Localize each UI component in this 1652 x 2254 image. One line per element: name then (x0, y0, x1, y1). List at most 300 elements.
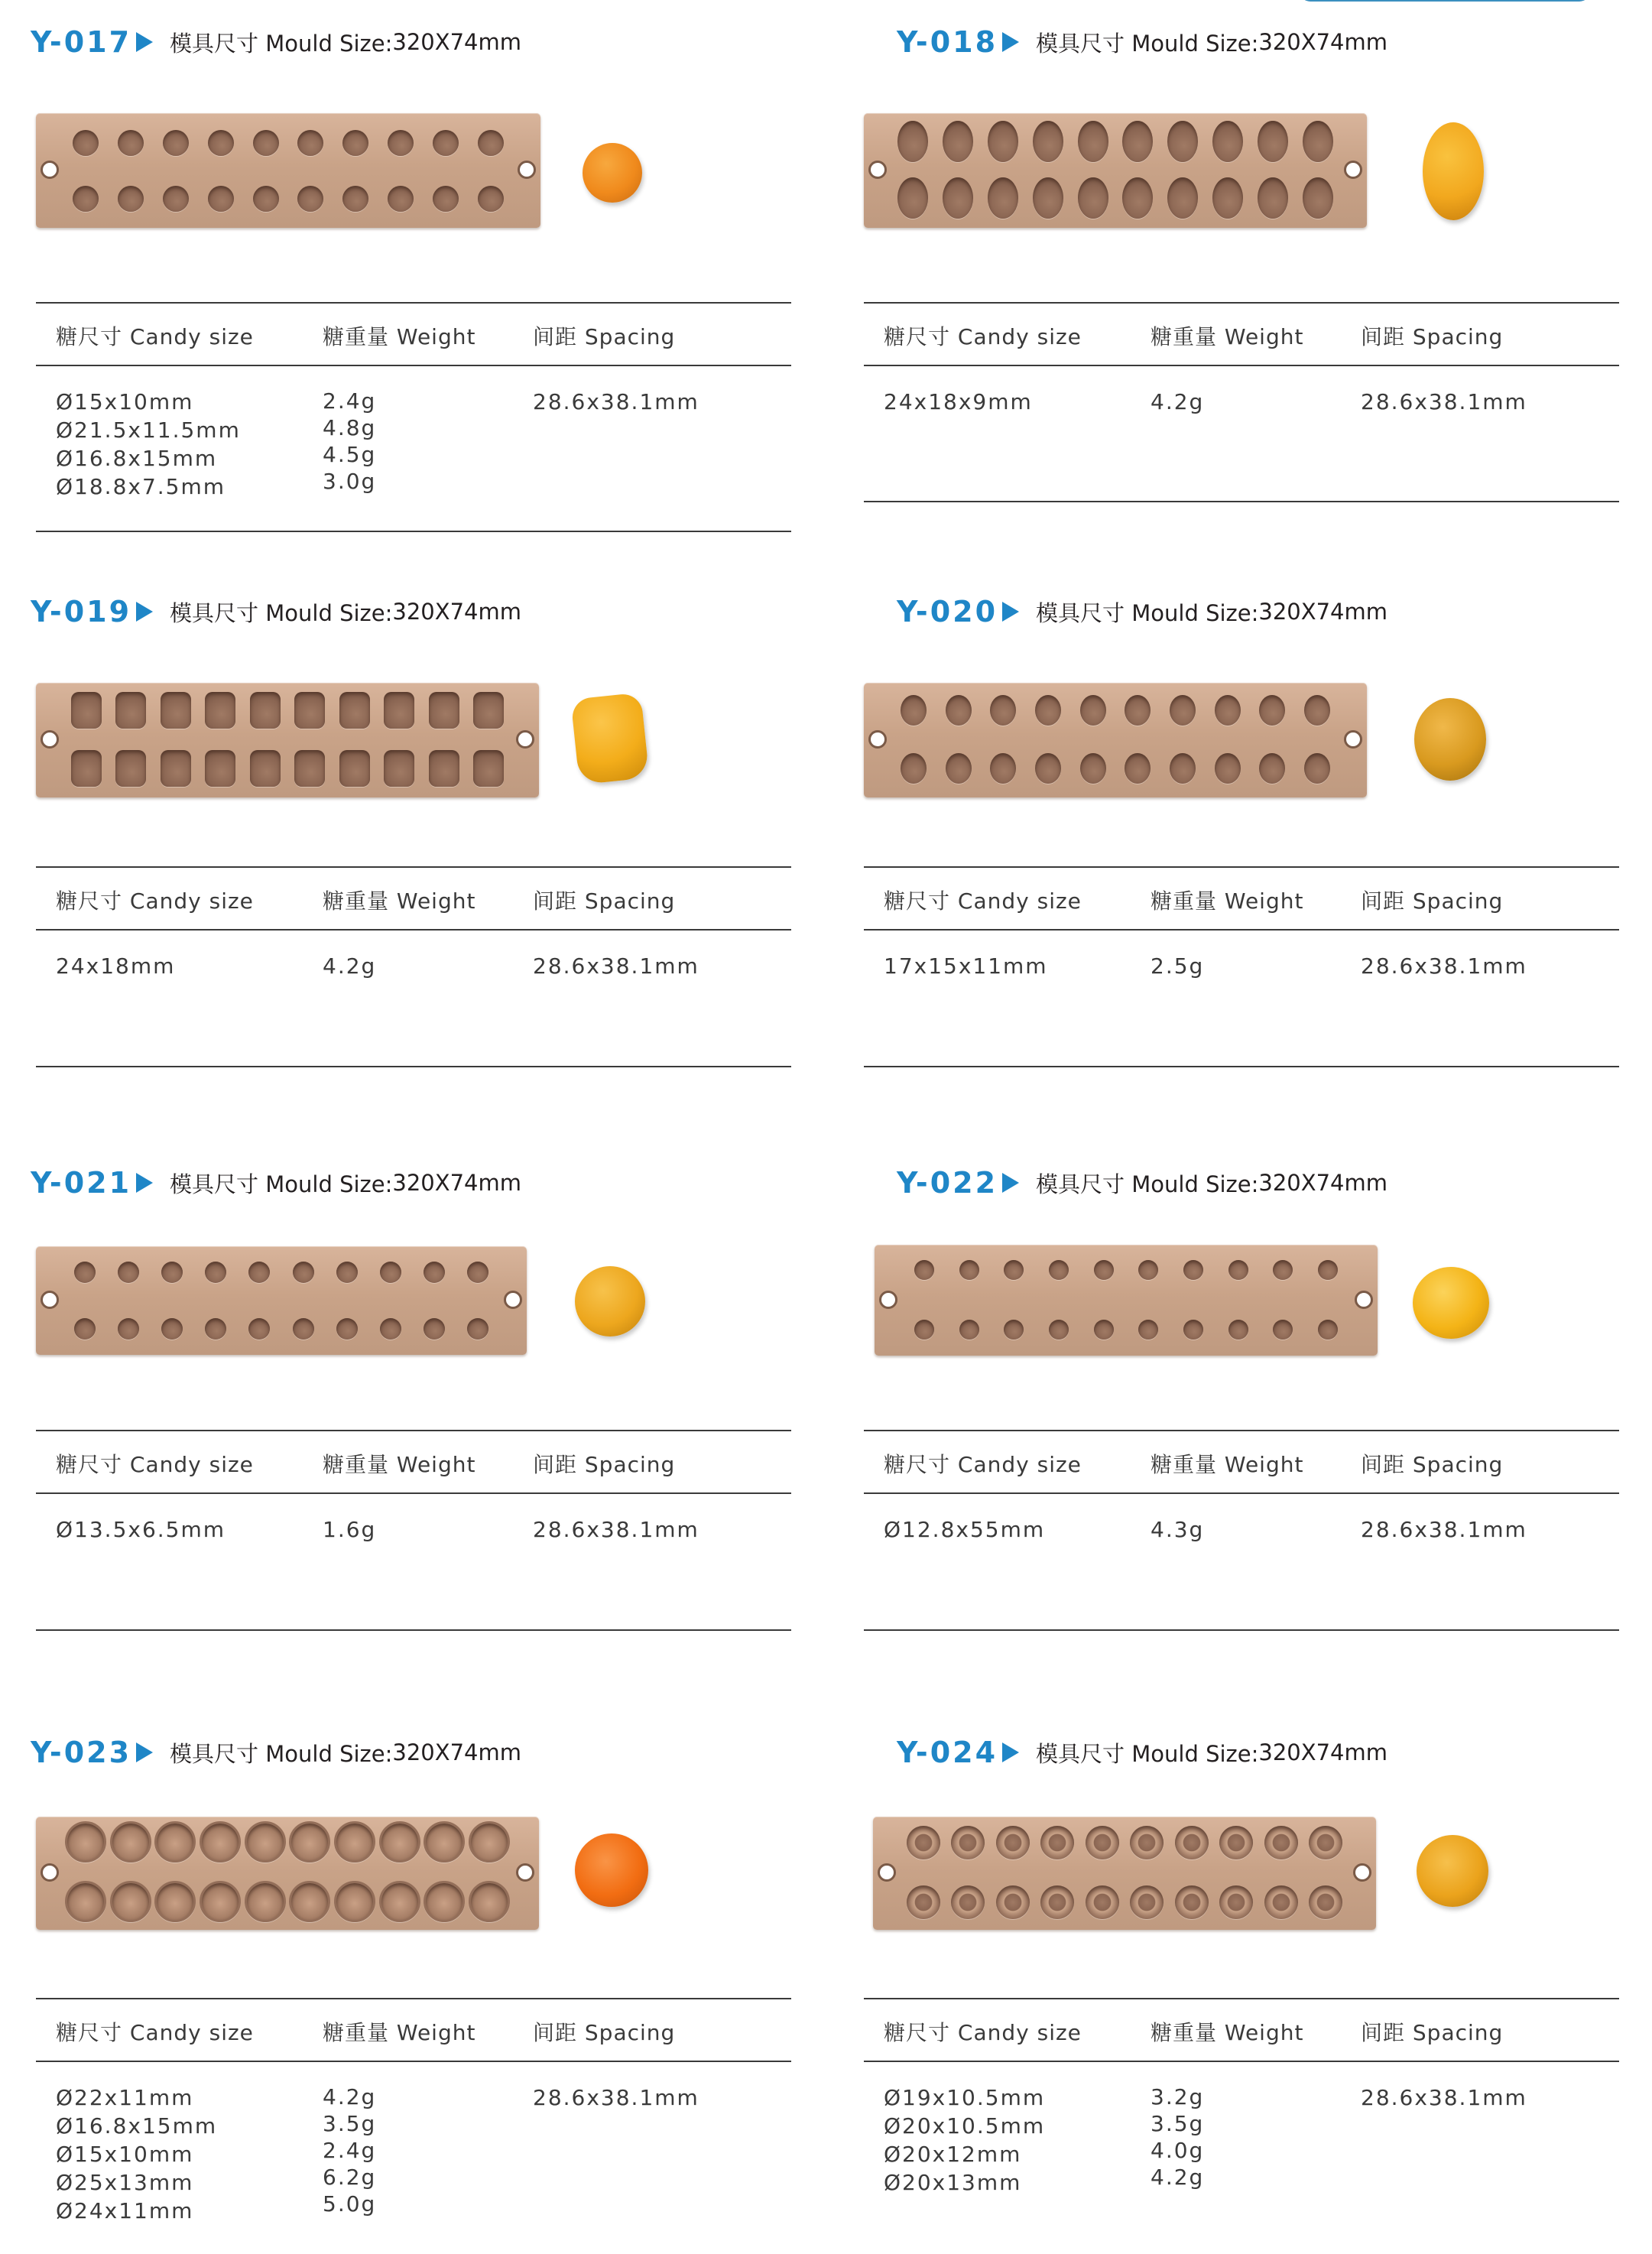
cavity (1167, 121, 1198, 162)
cavity (205, 692, 235, 729)
weight-value: 3.2g (1151, 2084, 1205, 2109)
cavity-row (907, 1885, 1342, 1919)
mount-hole-icon (516, 730, 534, 749)
cavity (1303, 121, 1333, 162)
cavity (1304, 753, 1330, 784)
mount-hole-icon (868, 730, 887, 749)
spec-table (36, 866, 791, 1067)
cavity (293, 1318, 314, 1340)
mould-section-y023 (0, 1705, 757, 2240)
spacing-value: 28.6x38.1mm (533, 2085, 699, 2110)
candy-size-header: 糖尺寸 Candy size (884, 324, 1082, 349)
candy-size-value: Ø20x12mm (884, 2142, 1022, 2167)
cavity-row (914, 1260, 1338, 1280)
candy-size-value: Ø20x10.5mm (884, 2113, 1046, 2139)
cavity (1130, 1826, 1164, 1859)
cavity (342, 186, 368, 212)
cavity-row (901, 695, 1330, 726)
cavity (118, 130, 144, 156)
cavity (1219, 1885, 1253, 1919)
cavity (118, 1318, 139, 1340)
candy-size-value: Ø19x10.5mm (884, 2085, 1046, 2110)
weight-header: 糖重量 Weight (1151, 324, 1304, 349)
spec-table-header (36, 1999, 791, 2062)
cavity (1273, 1320, 1293, 1340)
cavity (988, 121, 1018, 162)
mount-hole-icon (504, 1291, 522, 1309)
candy-size-value: Ø21.5x11.5mm (56, 417, 241, 443)
mould-size-prefix: 模具尺寸 Mould Size: (1036, 1740, 1259, 1767)
cavity (1264, 1885, 1298, 1919)
mould-size-value: 320X74mm (1258, 29, 1388, 55)
spec-table (36, 1998, 791, 2253)
cavity (1125, 753, 1151, 784)
cavity (424, 1821, 465, 1863)
cavity (161, 1318, 183, 1340)
cavity (205, 1262, 226, 1283)
spacing-header: 间距 Spacing (1361, 888, 1504, 914)
weight-value: 2.5g (1151, 953, 1205, 979)
candy-sample-image (575, 1266, 645, 1336)
mould-code: Y-022 (897, 1166, 998, 1200)
mould-section-y017 (0, 0, 757, 535)
cavity (1258, 121, 1288, 162)
spec-table-header (864, 1431, 1619, 1494)
cavity (118, 186, 144, 212)
weight-value: 6.2g (323, 2165, 377, 2190)
cavity-row (71, 692, 504, 729)
mould-code: Y-024 (897, 1736, 998, 1769)
candy-size-header: 糖尺寸 Candy size (56, 888, 254, 914)
mount-hole-icon (1344, 730, 1362, 749)
cavity (379, 1881, 420, 1922)
mould-size-value: 320X74mm (1258, 1170, 1388, 1196)
cavity (1215, 695, 1241, 726)
candy-size-value: Ø12.8x55mm (884, 1517, 1046, 1542)
cavity (161, 692, 191, 729)
cavity (1049, 1320, 1069, 1340)
candy-size-value: Ø18.8x7.5mm (56, 474, 226, 499)
play-arrow-icon (136, 1742, 153, 1762)
weight-value: 4.8g (323, 415, 377, 440)
play-arrow-icon (136, 602, 153, 622)
spec-table-body (864, 931, 1619, 1066)
cavity (1033, 121, 1063, 162)
cavity (1138, 1260, 1158, 1280)
weight-header: 糖重量 Weight (323, 324, 476, 349)
cavity (110, 1821, 151, 1863)
weight-header: 糖重量 Weight (323, 888, 476, 914)
candy-size-values (884, 1515, 1045, 1544)
mould-section-y021 (0, 1141, 757, 1676)
cavity (996, 1885, 1030, 1919)
spacing-header: 间距 Spacing (1361, 1452, 1504, 1477)
cavity (208, 186, 234, 212)
cavity (154, 1821, 196, 1863)
spacing-header: 间距 Spacing (533, 1452, 676, 1477)
cavity (1033, 177, 1063, 219)
cavity (163, 186, 189, 212)
cavity (1078, 177, 1108, 219)
candy-size-header: 糖尺寸 Candy size (884, 2020, 1082, 2045)
spec-table-header (36, 304, 791, 366)
mould-title (897, 1729, 1387, 1775)
mould-size-value: 320X74mm (392, 29, 522, 55)
mould-title (31, 1729, 521, 1775)
cavity-row (65, 1821, 510, 1863)
weight-header: 糖重量 Weight (1151, 888, 1304, 914)
cavity (294, 692, 325, 729)
mould-size-prefix: 模具尺寸 Mould Size: (1036, 599, 1259, 626)
cavity (429, 692, 459, 729)
cavity (208, 130, 234, 156)
spec-table (864, 1998, 1619, 2253)
spec-table-body (36, 1494, 791, 1629)
candy-size-header: 糖尺寸 Candy size (884, 888, 1082, 914)
weight-header: 糖重量 Weight (323, 2020, 476, 2045)
spec-table-body (36, 2062, 791, 2253)
weight-header: 糖重量 Weight (1151, 1452, 1304, 1477)
cavity (289, 1881, 330, 1922)
cavity (71, 750, 102, 787)
play-arrow-icon (1002, 1173, 1019, 1193)
cavity (388, 186, 414, 212)
candy-size-value: Ø15x10mm (56, 389, 194, 414)
cavity (959, 1320, 979, 1340)
cavity (1228, 1320, 1248, 1340)
cavity (250, 750, 281, 787)
candy-size-values (56, 388, 241, 501)
cavity (467, 1318, 488, 1340)
spacing-values (1361, 1515, 1527, 1544)
cavity (1086, 1885, 1119, 1919)
weight-header: 糖重量 Weight (1151, 2020, 1304, 2045)
cavity (433, 186, 459, 212)
mould-title (31, 19, 521, 65)
cavity (1080, 753, 1106, 784)
mould-code: Y-023 (31, 1736, 132, 1769)
spacing-values (1361, 388, 1527, 416)
spec-table (36, 1430, 791, 1631)
weight-value: 4.2g (323, 953, 377, 979)
cavity-row (71, 750, 504, 787)
cavity (914, 1260, 934, 1280)
spec-table-header (864, 868, 1619, 931)
candy-size-value: 24x18x9mm (884, 389, 1033, 414)
cavity (74, 1318, 96, 1340)
cavity (907, 1826, 940, 1859)
cavity (388, 130, 414, 156)
candy-size-values (56, 952, 175, 980)
cavity (1086, 1826, 1119, 1859)
mould-section-y019 (0, 570, 757, 1105)
play-arrow-icon (136, 1173, 153, 1193)
candy-size-values (884, 2083, 1045, 2197)
cavity (253, 186, 279, 212)
cavity (990, 753, 1016, 784)
cavity (339, 750, 370, 787)
cavity (429, 750, 459, 787)
mould-size-prefix: 模具尺寸 Mould Size: (170, 599, 393, 626)
cavity (1094, 1320, 1114, 1340)
mount-hole-icon (1355, 1291, 1373, 1309)
mould-code: Y-018 (897, 25, 998, 59)
cavity (115, 750, 146, 787)
cavity (901, 695, 927, 726)
candy-size-value: Ø16.8x15mm (56, 2113, 218, 2139)
mould-size-prefix: 模具尺寸 Mould Size: (1036, 1171, 1259, 1197)
spacing-values (1361, 2083, 1527, 2112)
weight-values (323, 388, 376, 495)
cavity (163, 130, 189, 156)
weight-values (1151, 388, 1204, 416)
cavity (74, 1262, 96, 1283)
candy-size-header: 糖尺寸 Candy size (884, 1452, 1082, 1477)
cavity-row (73, 186, 504, 212)
mount-hole-icon (878, 1863, 896, 1882)
mould-title (31, 589, 521, 635)
cavity (469, 1881, 510, 1922)
weight-value: 1.6g (323, 1517, 377, 1542)
spacing-value: 28.6x38.1mm (533, 1517, 699, 1542)
cavity (1170, 695, 1196, 726)
mould-plate-image (864, 683, 1367, 797)
mould-size-value: 320X74mm (1258, 599, 1388, 625)
spacing-value: 28.6x38.1mm (533, 953, 699, 979)
cavity (1170, 753, 1196, 784)
cavity (1259, 753, 1285, 784)
cavity-row (914, 1320, 1338, 1340)
mould-plate-image (873, 1817, 1376, 1930)
cavity (1318, 1320, 1338, 1340)
cavity (1122, 177, 1153, 219)
cavity (473, 692, 504, 729)
cavity (1219, 1826, 1253, 1859)
candy-size-header: 糖尺寸 Candy size (56, 1452, 254, 1477)
cavity (115, 692, 146, 729)
cavity (1258, 177, 1288, 219)
candy-sample-image (1413, 1267, 1489, 1339)
candy-size-values (56, 2083, 217, 2225)
spacing-values (1361, 952, 1527, 980)
candy-size-values (56, 1515, 226, 1544)
mould-code: Y-021 (31, 1166, 132, 1200)
cavity (200, 1821, 241, 1863)
spacing-value: 28.6x38.1mm (1361, 2085, 1527, 2110)
cavity (71, 692, 102, 729)
candy-size-values (884, 388, 1033, 416)
cavity (424, 1881, 465, 1922)
weight-header: 糖重量 Weight (323, 1452, 476, 1477)
mould-code: Y-020 (897, 595, 998, 628)
spec-table-body (864, 2062, 1619, 2253)
cavity (897, 121, 928, 162)
mould-size-prefix: 模具尺寸 Mould Size: (170, 30, 393, 57)
cavity (248, 1318, 270, 1340)
mount-hole-icon (41, 161, 59, 179)
play-arrow-icon (136, 32, 153, 52)
mould-section-y018 (828, 0, 1585, 535)
cavity (65, 1881, 106, 1922)
cavity (1303, 177, 1333, 219)
cavity (1309, 1826, 1342, 1859)
cavity (205, 1318, 226, 1340)
spacing-values (533, 1515, 699, 1544)
cavity (424, 1262, 445, 1283)
mould-plate-image (36, 113, 540, 228)
cavity (294, 750, 325, 787)
candy-sample-image (1417, 1835, 1488, 1907)
play-arrow-icon (1002, 32, 1019, 52)
cavity (205, 750, 235, 787)
cavity (293, 1262, 314, 1283)
cavity (943, 121, 973, 162)
spec-table-body (36, 366, 791, 531)
mould-title (897, 19, 1387, 65)
mount-hole-icon (518, 161, 536, 179)
spacing-header: 间距 Spacing (1361, 2020, 1504, 2045)
cavity (1167, 177, 1198, 219)
cavity (473, 750, 504, 787)
weight-values (323, 952, 376, 980)
cavity (1138, 1320, 1158, 1340)
mould-code: Y-017 (31, 25, 132, 59)
candy-size-value: Ø20x13mm (884, 2170, 1022, 2195)
cavity (336, 1318, 358, 1340)
cavity (1309, 1885, 1342, 1919)
mount-hole-icon (516, 1863, 534, 1882)
cavity (245, 1821, 286, 1863)
cavity (1125, 695, 1151, 726)
cavity (990, 695, 1016, 726)
cavity (253, 130, 279, 156)
weight-value: 4.5g (323, 442, 377, 467)
candy-size-values (884, 952, 1048, 980)
cavity (943, 177, 973, 219)
cavity (1122, 121, 1153, 162)
mould-code: Y-019 (31, 595, 132, 628)
cavity (250, 692, 281, 729)
cavity (424, 1318, 445, 1340)
mould-section-y024 (828, 1705, 1585, 2240)
cavity (1040, 1885, 1074, 1919)
cavity (73, 186, 99, 212)
cavity (118, 1262, 139, 1283)
weight-value: 5.0g (323, 2191, 377, 2217)
cavity (380, 1318, 401, 1340)
cavity (154, 1881, 196, 1922)
candy-size-value: 17x15x11mm (884, 953, 1048, 979)
mould-size-value: 320X74mm (392, 1170, 522, 1196)
cavity (1212, 121, 1243, 162)
mould-section-y022 (828, 1141, 1585, 1676)
mould-size-prefix: 模具尺寸 Mould Size: (170, 1171, 393, 1197)
weight-value: 2.4g (323, 2138, 377, 2163)
play-arrow-icon (1002, 1742, 1019, 1762)
cavity (161, 750, 191, 787)
spec-table-body (864, 366, 1619, 501)
cavity (161, 1262, 183, 1283)
cavity (946, 753, 972, 784)
candy-size-value: Ø25x13mm (56, 2170, 194, 2195)
cavity-row (74, 1262, 488, 1283)
weight-value: 4.2g (1151, 2165, 1205, 2190)
spacing-values (533, 2083, 699, 2112)
cavity (1035, 753, 1061, 784)
spec-table (36, 302, 791, 532)
weight-value: 4.2g (323, 2084, 377, 2109)
cavity (297, 186, 323, 212)
mould-size-prefix: 模具尺寸 Mould Size: (170, 1740, 393, 1767)
cavity (988, 177, 1018, 219)
spacing-values (533, 952, 699, 980)
spec-table-body (864, 1494, 1619, 1629)
cavity (1078, 121, 1108, 162)
mould-plate-image (875, 1245, 1378, 1356)
candy-sample-image (570, 692, 649, 784)
cavity (73, 130, 99, 156)
cavity (946, 695, 972, 726)
cavity (342, 130, 368, 156)
cavity (1175, 1885, 1209, 1919)
candy-size-value: 24x18mm (56, 953, 176, 979)
spec-table (864, 1430, 1619, 1631)
cavity (248, 1262, 270, 1283)
weight-values (1151, 952, 1204, 980)
mount-hole-icon (1344, 161, 1362, 179)
mount-hole-icon (41, 730, 59, 749)
cavity (1264, 1826, 1298, 1859)
cavity (245, 1881, 286, 1922)
cavity (1183, 1320, 1203, 1340)
weight-values (1151, 1515, 1204, 1544)
weight-values (323, 2083, 376, 2217)
cavity-row (897, 177, 1333, 219)
mould-plate-image (36, 1817, 539, 1930)
play-arrow-icon (1002, 602, 1019, 622)
cavity (1212, 177, 1243, 219)
candy-sample-image (1423, 122, 1484, 220)
weight-value: 3.5g (323, 2111, 377, 2136)
mount-hole-icon (1353, 1863, 1371, 1882)
candy-sample-image (575, 1833, 648, 1907)
mould-size-value: 320X74mm (392, 1739, 522, 1765)
cavity (1175, 1826, 1209, 1859)
cavity (289, 1821, 330, 1863)
mount-hole-icon (879, 1291, 897, 1309)
cavity (379, 1821, 420, 1863)
cavity-row (73, 130, 504, 156)
mould-plate-image (864, 113, 1367, 228)
cavity (1273, 1260, 1293, 1280)
mould-section-y020 (828, 570, 1585, 1105)
spec-table (864, 302, 1619, 502)
cavity (339, 692, 370, 729)
cavity-row (907, 1826, 1342, 1859)
cavity (1259, 695, 1285, 726)
spec-table-header (36, 1431, 791, 1494)
weight-value: 3.0g (323, 469, 377, 494)
cavity (336, 1262, 358, 1283)
cavity (951, 1885, 985, 1919)
candy-size-value: Ø24x11mm (56, 2198, 194, 2223)
cavity (469, 1821, 510, 1863)
spec-table (864, 866, 1619, 1067)
cavity (1094, 1260, 1114, 1280)
cavity (901, 753, 927, 784)
mould-plate-image (36, 683, 539, 797)
mould-title (897, 1160, 1387, 1206)
